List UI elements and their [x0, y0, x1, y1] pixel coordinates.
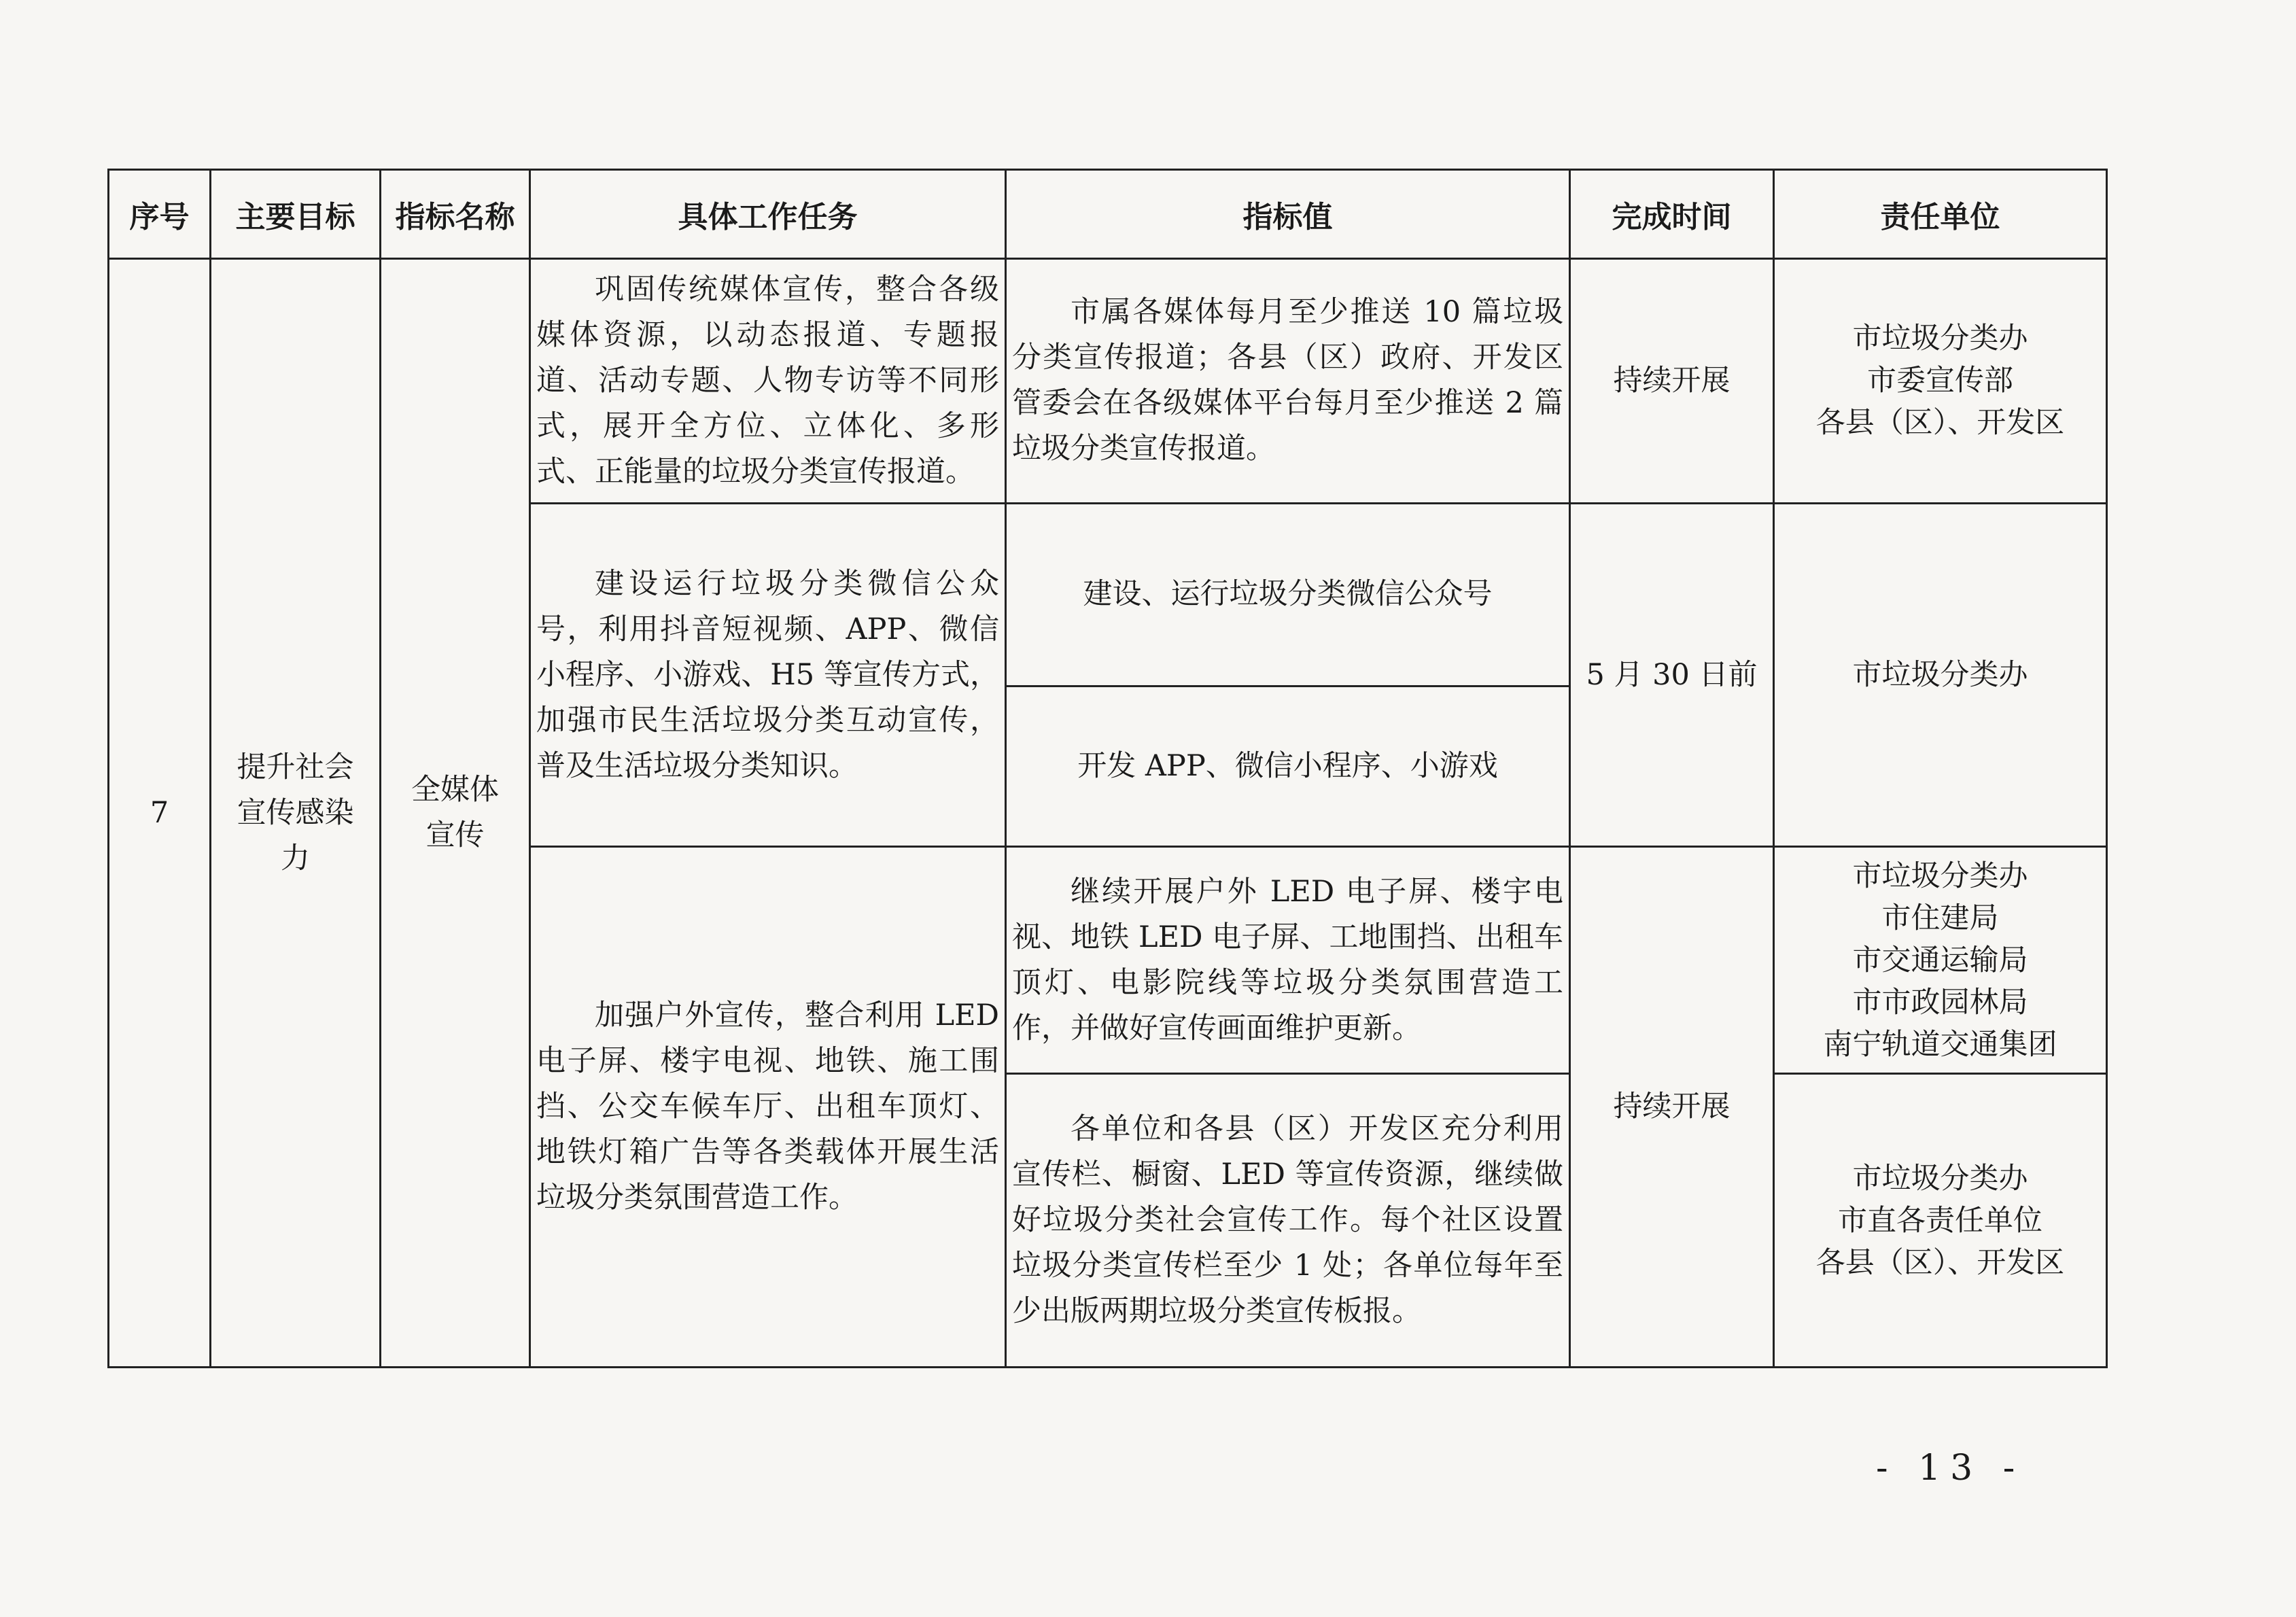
- table-row: [109, 259, 2107, 504]
- time-ongoing: 持续开展: [1570, 259, 1774, 504]
- responsible-unit: 市垃圾分类办: [1852, 321, 2028, 356]
- row-number: 7: [109, 259, 211, 1368]
- indicator-media-reports: 市属各媒体每月至少推送 10 篇垃圾分类宣传报道；各县（区）政府、开发区管委会在各级媒体平台每月至少推送 2 篇垃圾分类宣传报道。: [1006, 259, 1570, 504]
- header-indicator-name: 指标名称: [381, 170, 530, 259]
- responsible-outdoor: [1774, 847, 2107, 1074]
- table-header-row: [109, 170, 2107, 259]
- responsible-unit: 市委宣传部: [1867, 364, 2013, 398]
- indicator-name: 全媒体宣传: [381, 259, 530, 1368]
- header-responsible: 责任单位: [1774, 170, 2107, 259]
- task-traditional-media: 巩固传统媒体宣传，整合各级媒体资源，以动态报道、专题报道、活动专题、人物专访等不同形式，展开全方位、立体化、多形式、正能量的垃圾分类宣传报道。: [530, 259, 1006, 504]
- indicator-app-development: 开发 APP、微信小程序、小游戏: [1006, 686, 1570, 846]
- responsible-unit: 市住建局: [1881, 901, 1999, 935]
- responsible-unit: 各县（区）、开发区: [1815, 406, 2065, 440]
- responsible-media: [1774, 259, 2107, 504]
- page-number: - 13 -: [1876, 1448, 2025, 1489]
- responsible-unit: 市垃圾分类办: [1852, 1161, 2028, 1196]
- task-outdoor: 加强户外宣传，整合利用 LED 电子屏、楼宇电视、地铁、施工围挡、公交车候车厅、出租车顶灯、地铁灯箱广告等各类载体开展生活垃圾分类氛围营造工作。: [530, 847, 1006, 1368]
- responsible-bulletin: [1774, 1074, 2107, 1368]
- header-task: 具体工作任务: [530, 170, 1006, 259]
- responsible-new-media: [1774, 503, 2107, 847]
- responsible-unit: 南宁轨道交通集团: [1823, 1027, 2057, 1062]
- indicator-outdoor-led: 继续开展户外 LED 电子屏、楼宇电视、地铁 LED 电子屏、工地围挡、出租车顶灯、电影院线等垃圾分类氛围营造工作，并做好宣传画面维护更新。: [1006, 847, 1570, 1074]
- responsible-unit: 市市政园林局: [1852, 985, 2028, 1020]
- indicator-bulletin-boards: 各单位和各县（区）开发区充分利用宣传栏、橱窗、LED 等宣传资源，继续做好垃圾分类社会宣传工作。每个社区设置垃圾分类宣传栏至少 1 处；各单位每年至少出版两期垃圾分类宣传板报。: [1006, 1074, 1570, 1368]
- responsible-unit: 市垃圾分类办: [1852, 858, 2028, 893]
- indicator-wechat-account: 建设、运行垃圾分类微信公众号: [1006, 503, 1570, 686]
- responsible-unit: 市交通运输局: [1852, 943, 2028, 977]
- header-indicator-value: 指标值: [1006, 170, 1570, 259]
- responsible-unit: 市直各责任单位: [1838, 1203, 2042, 1238]
- task-new-media: 建设运行垃圾分类微信公众号，利用抖音短视频、APP、微信小程序、小游戏、H5 等宣传方式，加强市民生活垃圾分类互动宣传，普及生活垃圾分类知识。: [530, 503, 1006, 847]
- header-no: 序号: [109, 170, 211, 259]
- header-completion-time: 完成时间: [1570, 170, 1774, 259]
- work-plan-table: [107, 169, 2108, 1368]
- time-deadline: 5 月 30 日前: [1570, 503, 1774, 847]
- responsible-unit: 各县（区）、开发区: [1815, 1245, 2065, 1280]
- main-goal: 提升社会宣传感染力: [211, 259, 381, 1368]
- responsible-unit: 市垃圾分类办: [1852, 658, 2028, 693]
- header-goal: 主要目标: [211, 170, 381, 259]
- time-ongoing-outdoor: 持续开展: [1570, 847, 1774, 1368]
